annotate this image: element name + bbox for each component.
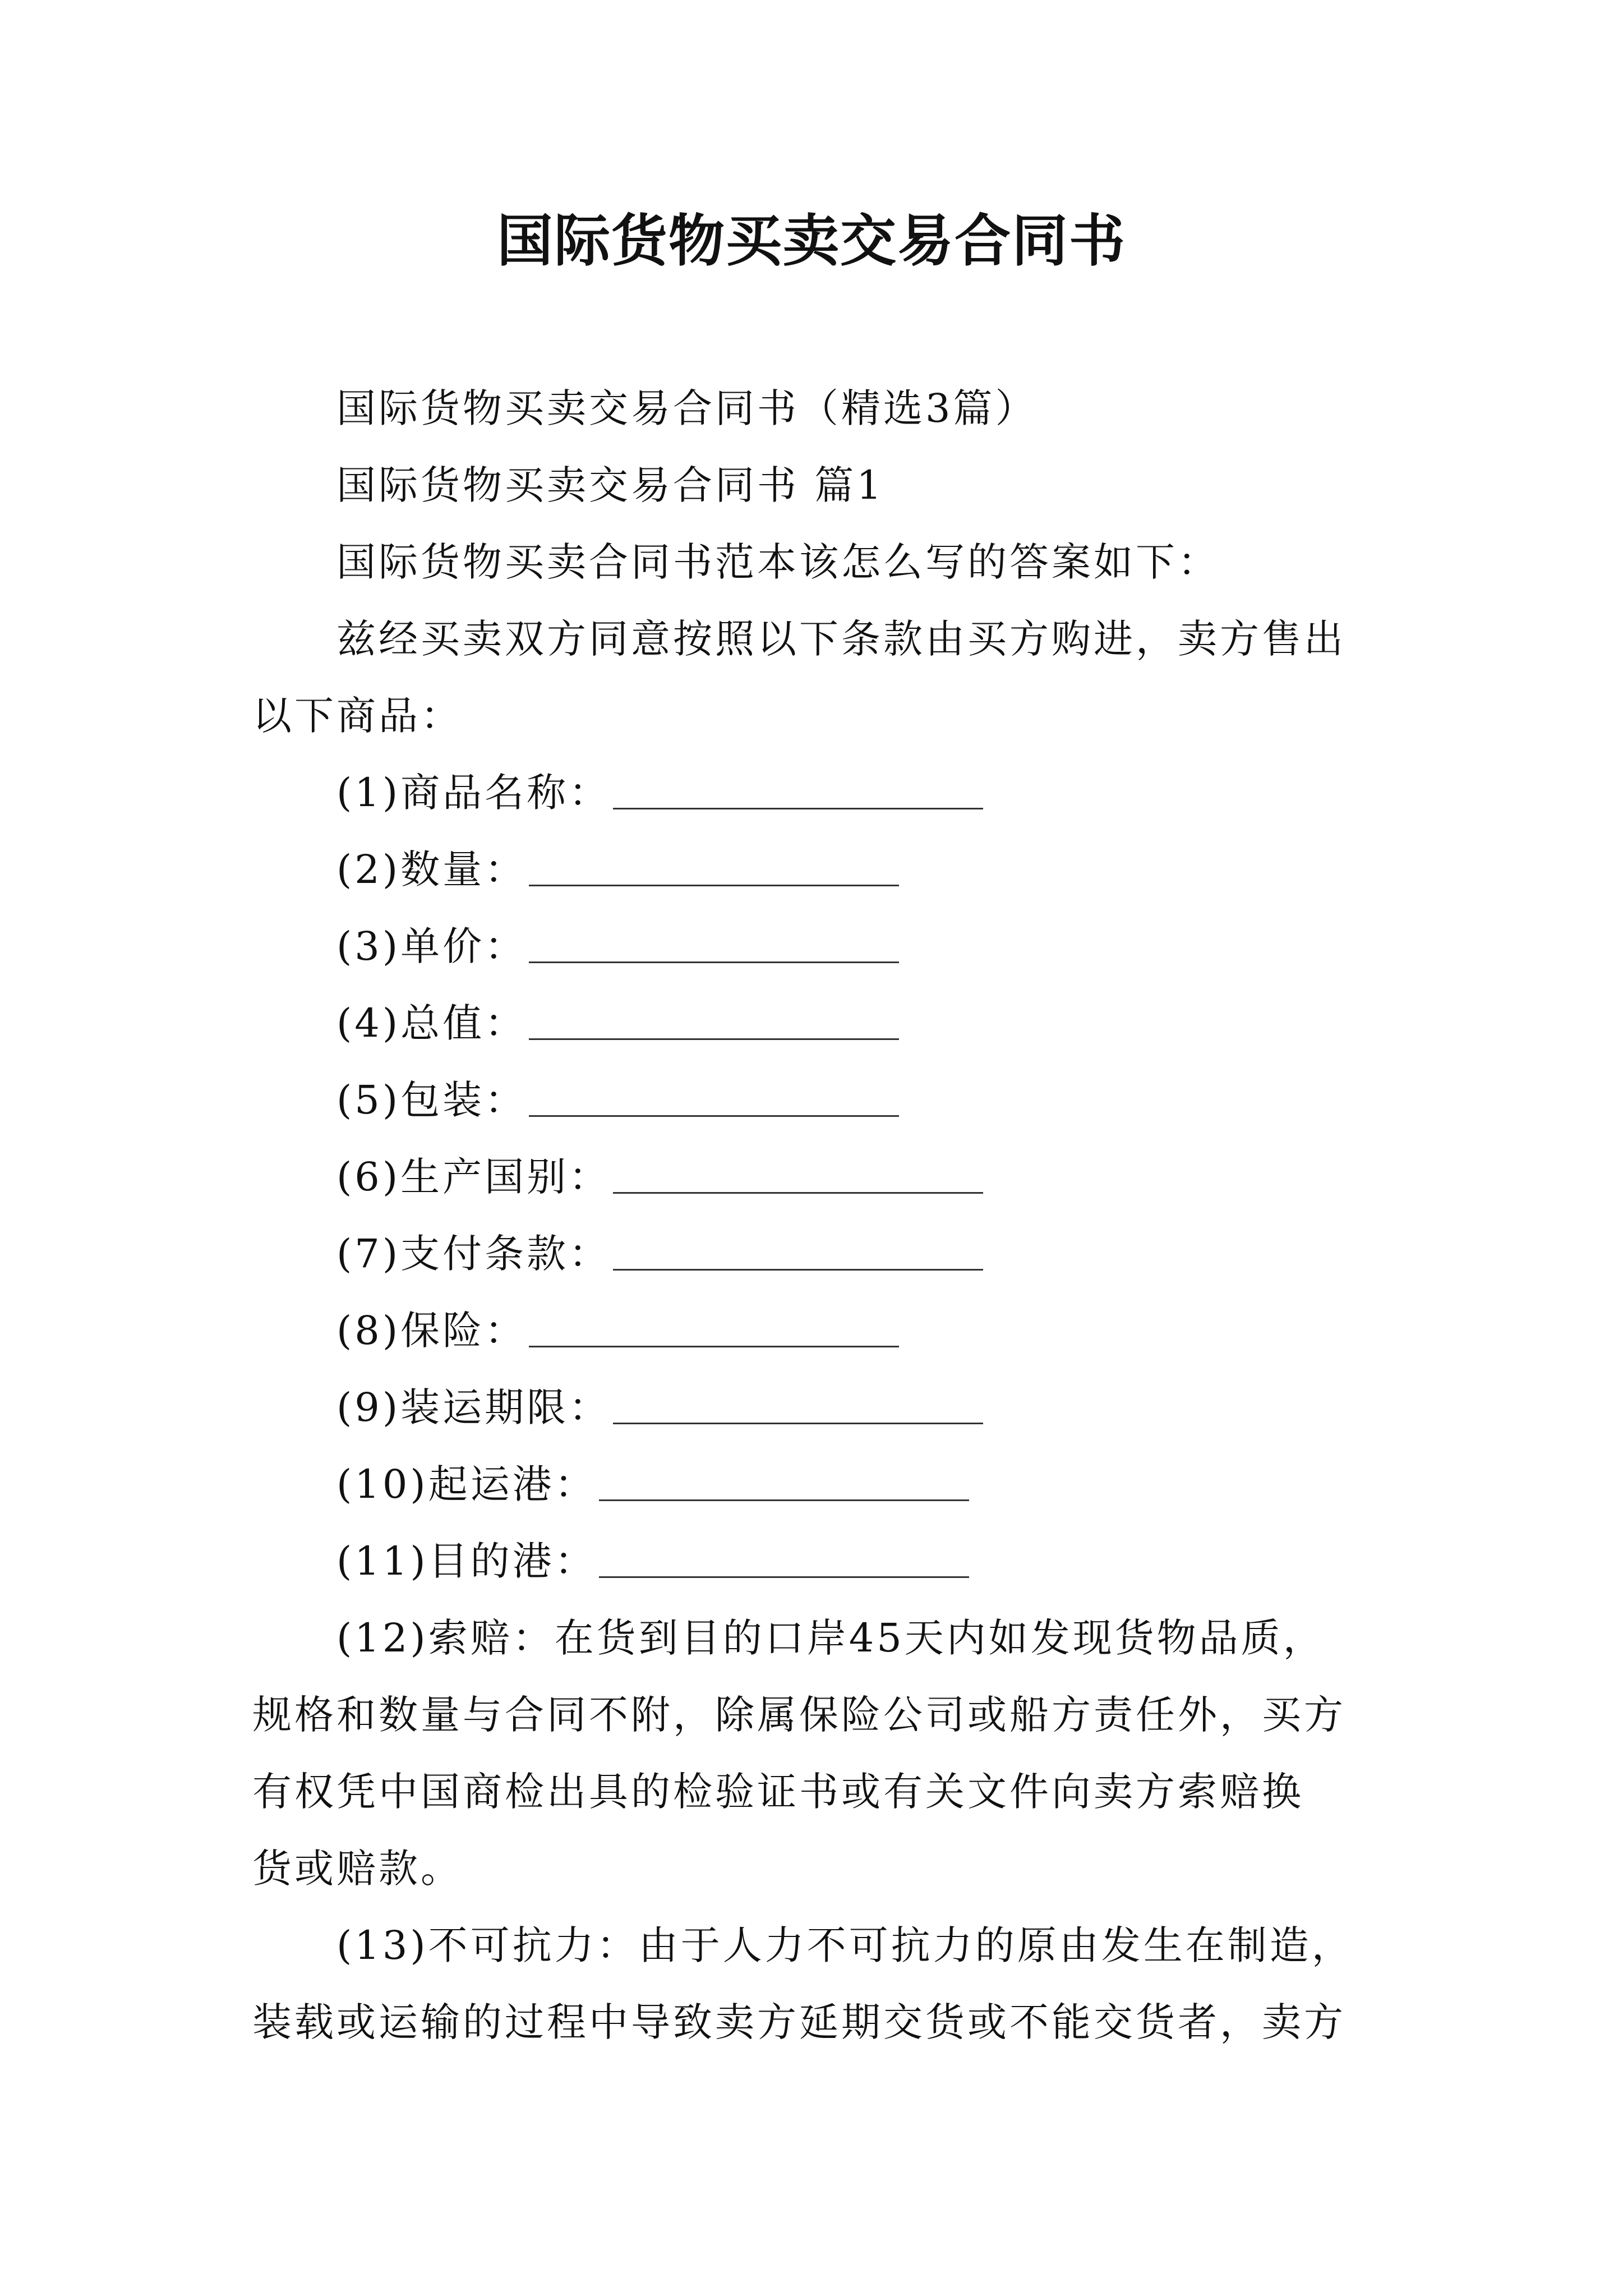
field-label: (4)总值： [336, 1000, 527, 1046]
fill-in-blank [599, 1543, 969, 1578]
fill-in-blank [529, 851, 899, 886]
document-body [252, 370, 1374, 2061]
fill-in-blank [529, 928, 899, 963]
clause-13-line: (13)不可抗力：由于人力不可抗力的原由发生在制造， [336, 1922, 1354, 1968]
preamble-line: 兹经买卖双方同意按照以下条款由买方购进，卖方售出 [336, 616, 1346, 662]
field-label: (3)单价： [336, 923, 527, 969]
fill-in-blank [613, 1389, 983, 1424]
clause-13-line: 装载或运输的过程中导致卖方延期交货或不能交货者，卖方 [252, 1999, 1346, 2045]
field-row-packing [252, 1062, 1374, 1139]
fill-in-blank [613, 1235, 983, 1271]
field-row-port-of-loading [252, 1446, 1374, 1523]
document-title: 国际货物买卖交易合同书 [497, 208, 1126, 274]
field-row-payment-terms [252, 1216, 1374, 1292]
fill-in-blank [529, 1082, 899, 1117]
clause-12-line: 有权凭中国商检出具的检验证书或有关文件向卖方索赔换 [252, 1769, 1304, 1815]
field-label: (6)生产国别： [336, 1154, 611, 1200]
field-row-quantity [252, 831, 1374, 908]
fill-in-blank [529, 1312, 899, 1347]
field-label: (1)商品名称： [336, 770, 611, 816]
fill-in-blank [599, 1466, 969, 1501]
field-label: (7)支付条款： [336, 1231, 611, 1277]
fill-in-blank [613, 774, 983, 809]
section-heading: 国际货物买卖交易合同书 篇1 [336, 462, 884, 508]
field-row-insurance [252, 1292, 1374, 1369]
fill-in-blank [613, 1158, 983, 1194]
clause-12-line: 规格和数量与合同不附，除属保险公司或船方责任外，买方 [252, 1692, 1346, 1738]
field-row-port-of-destination [252, 1523, 1374, 1600]
field-label: (5)包装： [336, 1077, 527, 1123]
field-label: (2)数量： [336, 846, 527, 892]
clause-12-line: (12)索赔：在货到目的口岸45天内如发现货物品质， [336, 1615, 1325, 1661]
field-row-unit-price [252, 908, 1374, 985]
field-label: (10)起运港： [336, 1461, 597, 1507]
field-label: (9)装运期限： [336, 1384, 611, 1430]
fill-in-blank [529, 1005, 899, 1040]
field-label: (11)目的港： [336, 1538, 597, 1584]
field-row-shipment-period [252, 1369, 1374, 1446]
preamble-line: 以下商品： [252, 693, 463, 739]
field-label: (8)保险： [336, 1308, 527, 1354]
field-row-country-of-origin [252, 1139, 1374, 1216]
field-row-total-value [252, 985, 1374, 1062]
field-row-product-name [252, 754, 1374, 831]
document-subtitle: 国际货物买卖交易合同书（精选3篇） [336, 385, 1038, 431]
clause-12-line: 货或赔款。 [252, 1846, 463, 1892]
intro-paragraph: 国际货物买卖合同书范本该怎么写的答案如下： [336, 539, 1220, 585]
